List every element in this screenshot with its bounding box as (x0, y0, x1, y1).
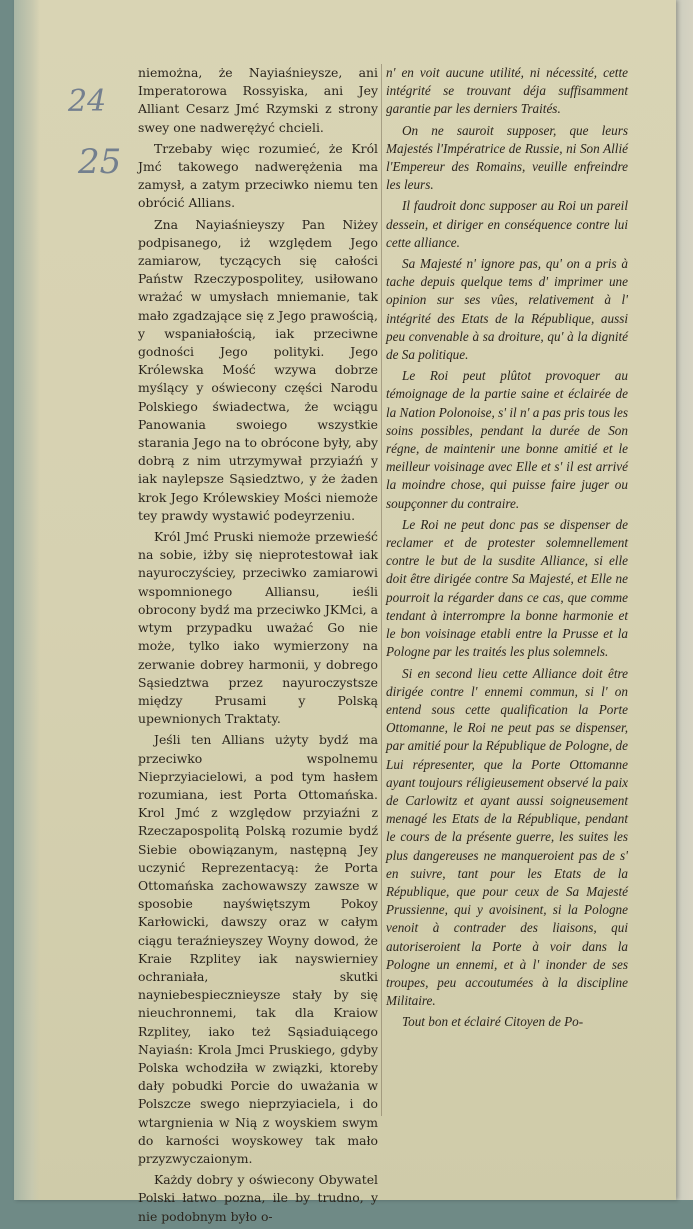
paragraph: Le Roi peut plûtot provoquer au témoignage de la partie saine et éclairée de la Nation Polonoise, s' il n' a pas pris tous les soins possibles, pendant la durée de Son régne, de maintenir une bonne amitié et le meilleur voisinage avec Elle et s' il est arrivé la moindre chose, qui puisse faire juger ou soupçonner du contraire. (386, 368, 628, 511)
paragraph: Sa Majesté n' ignore pas, qu' on a pris à tache depuis quelque tems d' imprimer une opinion sur ses vûes, relativement à l' intégrité des Etats de la République, aussi peu convenable à sa droiture, qu' à la dignité de Sa politique. (386, 256, 628, 363)
column-divider (381, 64, 382, 1116)
paragraph: n' en voit aucune utilité, ni nécessité, cette intégrité se trouvant déja suffisamment garantie par les derniers Traités. (386, 65, 628, 117)
paragraph: Tout bon et éclairé Citoyen de Po- (402, 1014, 584, 1030)
paragraph: On ne sauroit supposer, que leurs Majestés l'Impératrice de Russie, ni Son Allié l'Empereur des Romains, veuille enfreindre les leurs. (386, 122, 628, 193)
paragraph: Il faudroit donc supposer au Roi un pareil dessein, et diriger en conséquence contre lui cette alliance. (386, 198, 628, 250)
paragraph: Zna Nayiaśnieyszy Pan Niżey podpisanego, iż względem Jego zamiarow, tyczących się całości Państw Rzeczypospolitey, usiłowano wrażać w umysłach mniemanie, tak mało zgadzające się z Jego prawością, y wspaniałością, iak przeciwne godności Jego polityki. Jego Królewska Mość wzywa dobrze myślący y oświecony części Narodu Polskiego świadectwa, że wciągu Panowania swoiego wszystkie starania Jego na to obrócone były, aby dobrą z nim utrzymywał przyiaźń y iak naylepsze Sąsiedztwo, y że żaden krok Jego Królewskiey Mości niemoże tey prawdy wystawić podeyrzeniu. (138, 216, 378, 523)
paragraph: Si en second lieu cette Alliance doit être dirigée contre l' ennemi commun, si l' on entend sous cette qualification la Porte Ottomanne, le Roi ne peut pas se dispenser, par amitié pour la République de Pologne, de Lui répresenter, que la Porte Ottomanne ayant toujours réligieusement observé la paix de Carlowitz et ayant aussi soigneusement menagé les Etats de la République, pendant le cours de la présente guerre, les suites les plus dangereuses ne manqueroient pas de s' en suivre, tant pour les Etats de la République, que pour ceux de Sa Majesté Prussienne, qui y avoisinent, si la Pologne venoit à contrader des liaisons, qui autoriseroient la Porte à voir dans la Pologne un ennemi, et à l' inonder de ses troupes, peu accoutumées à la discipline Militaire. (386, 665, 628, 1009)
paragraph: niemożna, że Nayiaśnieysze, ani Imperatorowa Rossyiska, ani Jey Alliant Cesarz Jmć Rzymski z strony swey one nadwerężyć chcieli. (138, 65, 378, 135)
paragraph: Le Roi ne peut donc pas se dispenser de reclamer et de protester solemnellement contre le but de la susdite Alliance, si elle doit être dirigée contre Sa Majesté, et Elle ne pourroit la régarder dans ce cas, que comme tendant à interrompre la bonne harmonie et le bon voisinage etabli entre la Prusse et la Pologne par les traités les plus solemnels. (386, 516, 628, 660)
polish-text-column (138, 64, 378, 1229)
paragraph: Jeśli ten Allians użyty bydź ma przeciwko wspolnemu Nieprzyiacielowi, a pod tym hasłem rozumiana, iest Porta Ottomańska. Krol Jmć z względow przyiaźni z Rzeczapospolitą Polską rozumie bydź Siebie obowiązanym, następną Jey uczynić Reprezentacyą: że Porta Ottomańska zachowawszy zawsze w sposobie nayświętszym Pokoy Karłowicki, dawszy oraz w całym ciągu teraźnieyszey Woyny dowod, że Kraie Rzplitey iak nayswierniey ochraniała, skutki nayniebespiecznieysze stały by się nieuchronnemi, tak dla Kraiow Rzplitey, iako też Sąsiaduiącego Nayiaśn: Krola Jmci Pruskiego, gdyby Polska wchodziła w związki, ktoreby dały pobudki Porcie do uważania w Polszcze swego nieprzyiaciela, i do wtargnienia w Nią z woyskiem swym do karności woyskowey tak mało przyzwyczaionym. (138, 732, 378, 1166)
binding-edge (14, 0, 40, 1200)
french-text-column (386, 64, 628, 1035)
paragraph: Każdy dobry y oświecony Obywatel Polski łatwo pozna, ile by trudno, y nie podobnym było o- (138, 1172, 378, 1224)
handwritten-page-number: 24 (68, 84, 107, 119)
handwritten-page-number: 25 (78, 142, 122, 182)
paragraph: Król Jmć Pruski niemoże przewieść na sobie, iżby się nieprotestował iak nayuroczyściey, przeciwko zamiarowi wspomnionego Alliansu, ieśli obrocony bydź ma przeciwko JKMci, a wtym przypadku uważać Go nie może, tylko iako wymierzony na zerwanie dobrey harmonii, y dobrego Sąsiedztwa przez nayuroczystsze między Prusami y Polską upewnionych Traktaty. (138, 529, 378, 727)
paragraph: Trzebaby więc rozumieć, że Król Jmć takowego nadwerężenia ma zamysł, a zatym przeciwko niemu ten obrócić Allians. (138, 140, 378, 211)
